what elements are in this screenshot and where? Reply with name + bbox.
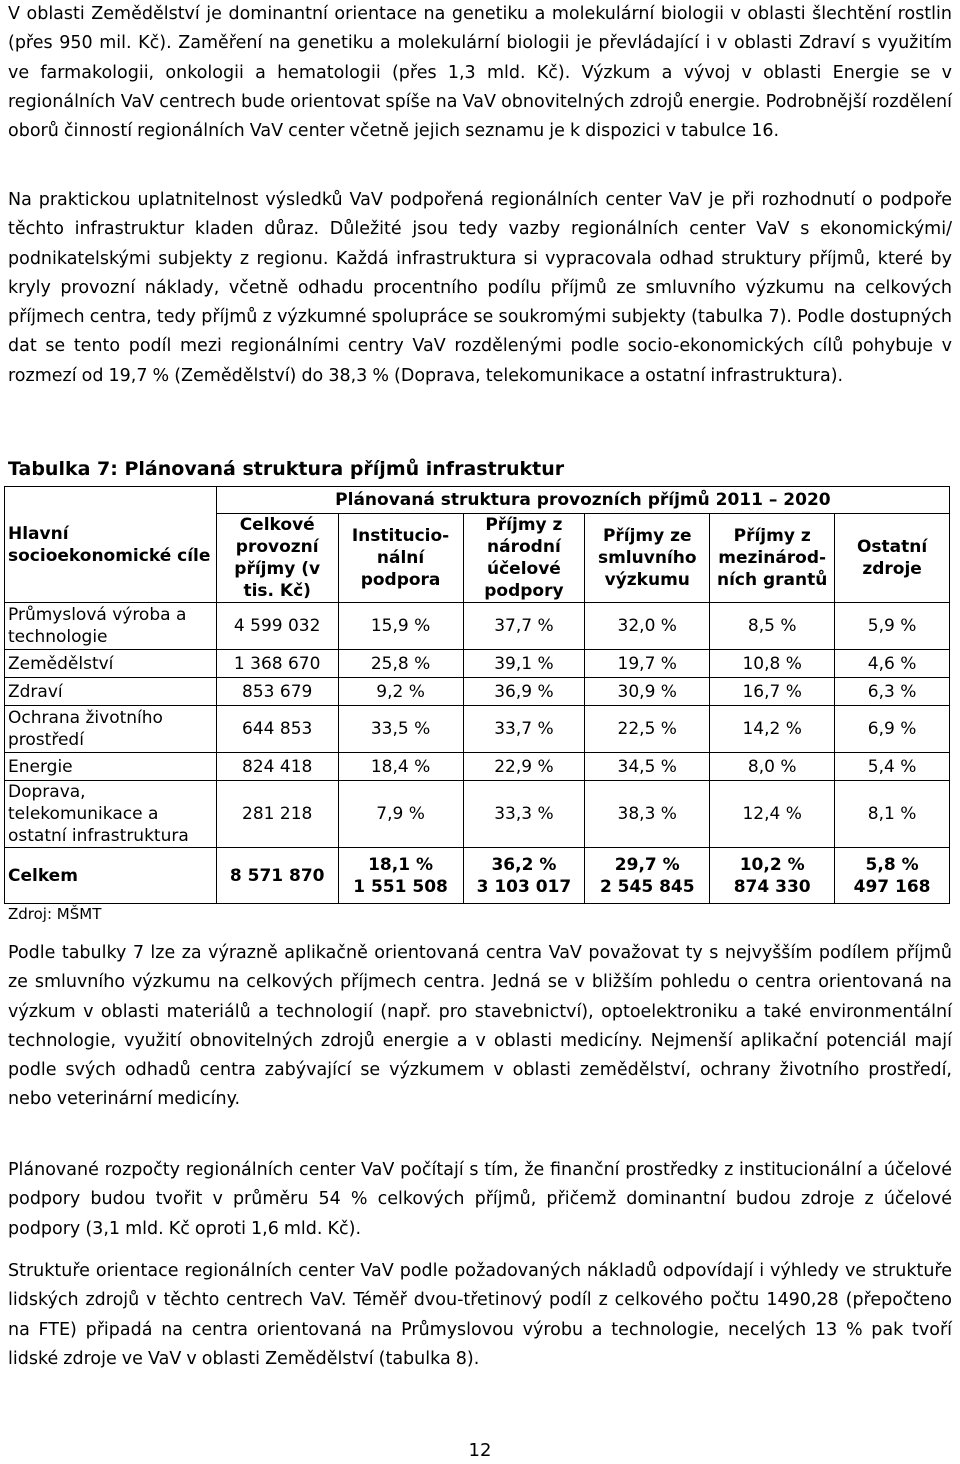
paragraph-applied-centres: Podle tabulky 7 lze za výrazně aplikačně orientovaná centra VaV považovat ty s nejvyšším podílem příjmů ze smluvního výzkumu na celkových příjmech centra. Jedná se v bližším pohledu o centra orientovaná na výzkum v oblasti materiálů a technologií (např. pro stavebnictví), optoelektroniku a také environmentální technologie, využití obnovitelných zdrojů energie a v oblasti medicíny. Nejmenší aplikační potenciál mají podle svých odhadů centra zabývající se výzkumem v oblasti zemědělství, ochrany životního prostředí, nebo veterinární medicíny. bbox=[8, 943, 952, 1110]
total-national-targeted bbox=[463, 848, 585, 904]
total-income: 8 571 870 bbox=[216, 848, 338, 904]
cell-institutional: 33,5 % bbox=[338, 706, 463, 753]
row-label: Zemědělství bbox=[5, 650, 217, 678]
total-contract-research-percent: 29,7 % bbox=[614, 854, 680, 875]
table-title: Tabulka 7: Plánovaná struktura příjmů infrastruktur bbox=[8, 458, 565, 480]
row-label: Ochrana životního prostředí bbox=[5, 706, 217, 753]
total-contract-research-amount: 2 545 845 bbox=[599, 876, 695, 897]
cell-international-grants: 8,5 % bbox=[710, 603, 835, 650]
cell-international-grants: 14,2 % bbox=[710, 706, 835, 753]
cell-contract-research: 34,5 % bbox=[585, 753, 710, 781]
cell-other-sources: 6,9 % bbox=[835, 706, 950, 753]
cell-national-targeted: 36,9 % bbox=[463, 678, 585, 706]
cell-national-targeted: 33,7 % bbox=[463, 706, 585, 753]
column-header-institutional: Institucio-nální podpora bbox=[338, 514, 463, 603]
total-national-targeted-percent: 36,2 % bbox=[491, 854, 557, 875]
cell-institutional: 7,9 % bbox=[338, 781, 463, 848]
cell-other-sources: 5,4 % bbox=[835, 753, 950, 781]
table-row bbox=[5, 781, 950, 848]
cell-national-targeted: 33,3 % bbox=[463, 781, 585, 848]
total-national-targeted-amount: 3 103 017 bbox=[476, 876, 572, 897]
table-row bbox=[5, 603, 950, 650]
paragraph-applicability: Na praktickou uplatnitelnost výsledků VaV podpořená regionálních center VaV je při rozhodnutí o podpoře těchto infrastruktur kladen důraz. Důležité jsou tedy vazby regionálních center VaV s ekonomickými/ podnikatelskými subjekty z regionu. Každá infrastruktura si vypracovala odhad struktury příjmů, které by kryly provozní náklady, včetně odhadu procentního podílu příjmů ze smluvního výzkumu na celkových příjmech centra, tedy příjmů z výzkumné spolupráce se soukromými subjekty (tabulka 7). Podle dostupných dat se tento podíl mezi regionálními centry VaV rozdělenými podle socio-ekonomických cílů pohybuje v rozmezí od 19,7 % (Zemědělství) do 38,3 % (Doprava, telekomunikace a ostatní infrastruktura). bbox=[8, 190, 952, 386]
total-international-grants-percent: 10,2 % bbox=[739, 854, 805, 875]
cell-institutional: 18,4 % bbox=[338, 753, 463, 781]
cell-other-sources: 6,3 % bbox=[835, 678, 950, 706]
table-total-row bbox=[5, 848, 950, 904]
cell-national-targeted: 37,7 % bbox=[463, 603, 585, 650]
total-other-sources bbox=[835, 848, 950, 904]
cell-other-sources: 4,6 % bbox=[835, 650, 950, 678]
cell-international-grants: 10,8 % bbox=[710, 650, 835, 678]
column-header-total-income: Celkové provozní příjmy (v tis. Kč) bbox=[216, 514, 338, 603]
table-span-header-row bbox=[5, 487, 950, 514]
cell-contract-research: 38,3 % bbox=[585, 781, 710, 848]
column-header-international-grants: Příjmy z mezinárod-ních grantů bbox=[710, 514, 835, 603]
row-label: Energie bbox=[5, 753, 217, 781]
table-span-header: Plánovaná struktura provozních příjmů 2011 – 2020 bbox=[216, 487, 949, 514]
total-international-grants-amount: 874 330 bbox=[733, 876, 811, 897]
column-header-national-targeted: Příjmy z národní účelové podpory bbox=[463, 514, 585, 603]
paragraph-human-resources: Struktuře orientace regionálních center VaV podle požadovaných nákladů odpovídají i výhledy ve struktuře lidských zdrojů v těchto centrech VaV. Téměř dvou-třetinový podíl z celkového počtu 1490,28 (přepočteno na FTE) připadá na centra orientovaná na Průmyslovou výrobu a technologie, necelých 13 % pak tvoří lidské zdroje ve VaV v oblasti Zemědělství (tabulka 8). bbox=[8, 1261, 952, 1369]
total-institutional-percent: 18,1 % bbox=[368, 854, 433, 875]
cell-national-targeted: 39,1 % bbox=[463, 650, 585, 678]
cell-international-grants: 8,0 % bbox=[710, 753, 835, 781]
cell-other-sources: 8,1 % bbox=[835, 781, 950, 848]
total-label: Celkem bbox=[5, 848, 217, 904]
cell-total-income: 4 599 032 bbox=[216, 603, 338, 650]
total-contract-research bbox=[585, 848, 710, 904]
column-header-other-sources: Ostatní zdroje bbox=[835, 514, 950, 603]
cell-international-grants: 12,4 % bbox=[710, 781, 835, 848]
cell-institutional: 15,9 % bbox=[338, 603, 463, 650]
cell-institutional: 9,2 % bbox=[338, 678, 463, 706]
income-structure-table bbox=[4, 486, 950, 904]
cell-total-income: 1 368 670 bbox=[216, 650, 338, 678]
paragraph-budgets: Plánované rozpočty regionálních center VaV počítají s tím, že finanční prostředky z institucionální a účelové podpory budou tvořit v průměru 54 % celkových příjmů, přičemž dominantní budou zdroje z účelové podpory (3,1 mld. Kč oproti 1,6 mld. Kč). bbox=[8, 1160, 952, 1239]
cell-contract-research: 32,0 % bbox=[585, 603, 710, 650]
total-other-sources-amount: 497 168 bbox=[853, 876, 931, 897]
cell-total-income: 281 218 bbox=[216, 781, 338, 848]
cell-contract-research: 19,7 % bbox=[585, 650, 710, 678]
cell-total-income: 824 418 bbox=[216, 753, 338, 781]
cell-total-income: 853 679 bbox=[216, 678, 338, 706]
table-row bbox=[5, 753, 950, 781]
row-label: Doprava, telekomunikace a ostatní infrastruktura bbox=[5, 781, 217, 848]
cell-contract-research: 30,9 % bbox=[585, 678, 710, 706]
cell-international-grants: 16,7 % bbox=[710, 678, 835, 706]
total-international-grants bbox=[710, 848, 835, 904]
paragraph-agriculture-health-energy: V oblasti Zemědělství je dominantní orientace na genetiku a molekulární biologii v oblasti šlechtění rostlin (přes 950 mil. Kč). Zaměření na genetiku a molekulární biologii je převládající i v oblasti Zdraví s využitím ve farmakologii, onkologii a hematologii (přes 1,3 mld. Kč). Výzkum a vývoj v oblasti Energie se v regionálních VaV centrech bude orientovat spíše na VaV obnovitelných zdrojů energie. Podrobnější rozdělení oborů činností regionálních VaV center včetně jejich seznamu je k dispozici v tabulce 16. bbox=[8, 4, 952, 142]
cell-total-income: 644 853 bbox=[216, 706, 338, 753]
cell-other-sources: 5,9 % bbox=[835, 603, 950, 650]
total-institutional-amount: 1 551 508 bbox=[353, 876, 448, 897]
cell-institutional: 25,8 % bbox=[338, 650, 463, 678]
total-other-sources-percent: 5,8 % bbox=[865, 854, 919, 875]
row-label: Průmyslová výroba a technologie bbox=[5, 603, 217, 650]
cell-contract-research: 22,5 % bbox=[585, 706, 710, 753]
table-row bbox=[5, 678, 950, 706]
page-number: 12 bbox=[468, 1440, 492, 1461]
column-header-contract-research: Příjmy ze smluvního výzkumu bbox=[585, 514, 710, 603]
table-row bbox=[5, 650, 950, 678]
column-header-goal: Hlavní socioekonomické cíle bbox=[5, 487, 217, 603]
row-label: Zdraví bbox=[5, 678, 217, 706]
table-row bbox=[5, 706, 950, 753]
table-source: Zdroj: MŠMT bbox=[8, 905, 102, 923]
cell-national-targeted: 22,9 % bbox=[463, 753, 585, 781]
total-institutional bbox=[338, 848, 463, 904]
